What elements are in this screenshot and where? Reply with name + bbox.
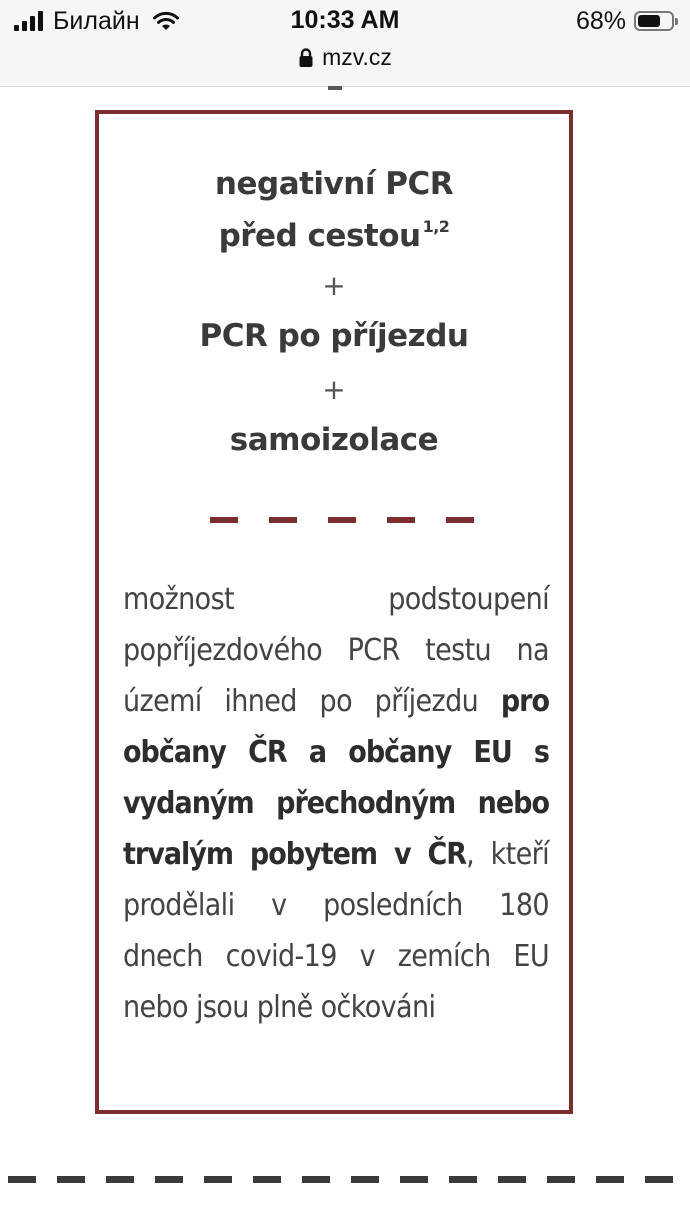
plus-sign-2: + [322,373,346,406]
address-bar[interactable] [0,44,690,71]
separator-dash [547,1176,575,1183]
paragraph-part-2: , kteří prodělali v posledních 180 dnech covid-19 v zemích EU nebo jsou plně očkováni [123,837,549,1025]
browser-status-bar [0,0,690,87]
separator-dash [269,517,297,523]
footnote-ref: 1,2 [422,217,450,236]
status-right [576,6,674,36]
paragraph-part-1: možnost podstoupení popříjezdového PCR testu na území ihned po příjezdu [123,582,549,719]
battery-fill [638,15,660,27]
separator-dash [210,517,238,523]
separator-dash [596,1176,624,1183]
heading-before-travel [99,217,569,254]
plus-sign-1: + [322,269,346,302]
battery-percent: 68% [575,6,626,35]
separator-dash [204,1176,232,1183]
battery-icon [634,11,674,31]
url-text[interactable]: mzv.cz [322,44,392,70]
separator-dash [400,1176,428,1183]
heading-negative-pcr: negativní PCR [214,166,454,202]
condition-paragraph [123,574,549,1033]
separator-dash [155,1176,183,1183]
info-box [95,110,573,1114]
separator-dash [57,1176,85,1183]
separator-dash [253,1176,281,1183]
separator-dash [8,1176,36,1183]
separator-dash [387,517,415,523]
heading-pcr-after-arrival: PCR po příjezdu [199,318,469,354]
separator-dash [328,517,356,523]
clock: 10:33 AM [290,6,400,34]
separator-dash [498,1176,526,1183]
lock-icon [298,48,314,68]
heading-self-isolation: samoizolace [229,422,439,458]
bottom-dashed-separator [8,1176,690,1184]
separator-dash [645,1176,673,1183]
separator-dash [449,1176,477,1183]
separator-dash [302,1176,330,1183]
top-fragment-line [328,86,342,90]
separator-dash [446,517,474,523]
paragraph-bold: pro občany ČR a občany EU s vydaným přechodným nebo trvalým pobytem v ČR [123,684,549,872]
carrier-name: Билайн [53,6,140,35]
heading-before-travel-text: před cestou [218,218,421,254]
separator-dash [351,1176,379,1183]
separator-dash [106,1176,134,1183]
